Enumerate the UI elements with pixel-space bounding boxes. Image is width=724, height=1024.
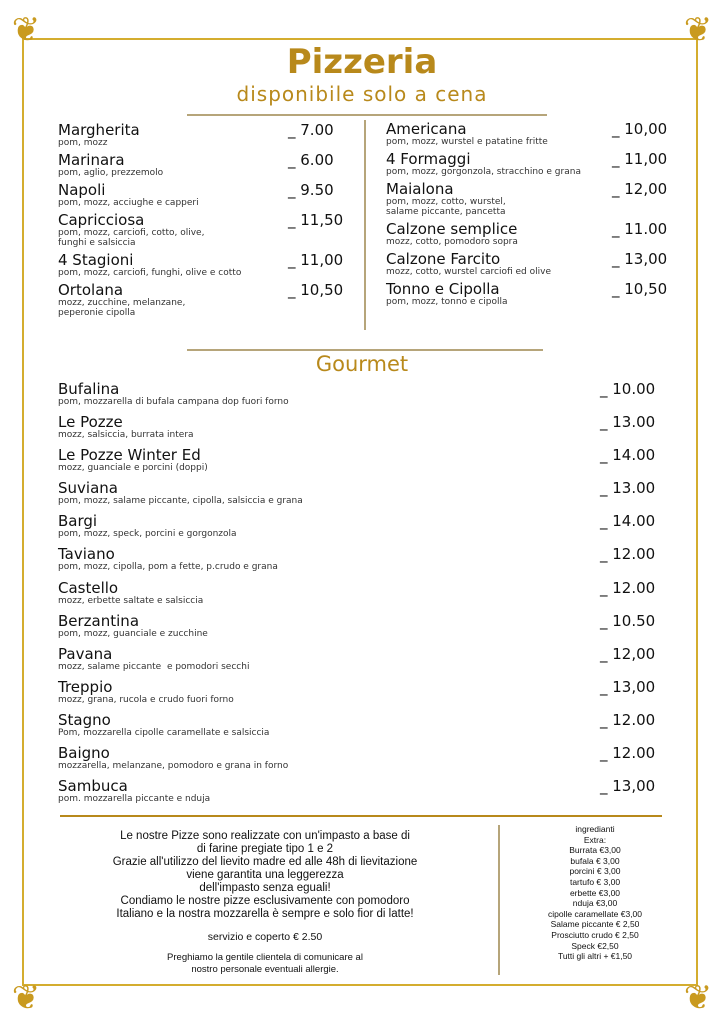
extra-item: Burrata €3,00 — [569, 845, 621, 856]
extra-item: tartufo € 3,00 — [569, 876, 621, 887]
extra-item: erbette €3,00 — [569, 887, 621, 898]
item-description: mozz, cotto, pomodoro sopra — [386, 237, 518, 247]
item-name: Tonno e Cipolla — [386, 280, 500, 298]
menu-item — [58, 447, 678, 476]
menu-item — [386, 281, 686, 307]
item-price: _ 11,50 — [288, 211, 344, 229]
item-price: _ 14.00 — [600, 512, 656, 531]
item-price: _ 9.50 — [288, 181, 334, 199]
item-description: mozzarella, melanzane, pomodoro e grana in forno — [58, 761, 289, 772]
item-description: pom. mozzarella piccante e nduja — [58, 794, 211, 805]
menu-item — [58, 122, 358, 148]
item-name: Margherita — [58, 121, 140, 139]
menu-item — [386, 121, 686, 147]
allergy-line: nostro personale eventuali allergie. — [191, 964, 339, 975]
item-price: _ 13.00 — [600, 479, 656, 498]
item-name: Bargi — [58, 512, 98, 531]
item-price: _ 11.00 — [612, 220, 668, 238]
divider — [60, 815, 662, 817]
item-price: _ 10,50 — [612, 280, 668, 298]
item-price: _ 10.50 — [600, 611, 656, 630]
item-description: mozz, salame piccante e pomodori secchi — [58, 661, 250, 672]
gourmet-heading: Gourmet — [315, 352, 409, 376]
item-description: mozz, zucchine, melanzane, peperonie cipolla — [58, 298, 186, 318]
item-name: Calzone semplice — [386, 220, 518, 238]
column-divider — [498, 825, 500, 975]
item-name: Taviano — [58, 545, 115, 564]
menu-item — [58, 480, 678, 509]
item-name: 4 Stagioni — [58, 251, 134, 269]
item-name: Napoli — [58, 181, 106, 199]
item-description: pom, mozz, salame piccante, cipolla, salsiccia e grana — [58, 496, 303, 507]
item-description: mozz, cotto, wurstel carciofi ed olive — [386, 267, 551, 277]
item-description: pom, mozz, speck, porcini e gorgonzola — [58, 529, 237, 540]
item-name: Stagno — [58, 710, 111, 729]
item-name: Treppio — [58, 677, 113, 696]
item-name: Sambuca — [58, 777, 128, 796]
menu-item — [58, 580, 678, 609]
menu-item — [58, 778, 678, 807]
footer-line: dell'impasto senza eguali! — [199, 882, 331, 894]
item-description: pom, mozz, cipolla, pom a fette, p.crudo e grana — [58, 562, 278, 573]
item-price: _ 12.00 — [600, 744, 656, 763]
item-price: _ 11,00 — [288, 251, 344, 269]
item-name: Ortolana — [58, 281, 124, 299]
footer-line: Le nostre Pizze sono realizzate con un'impasto a base di — [120, 830, 410, 842]
corner-ornament-icon: ❦ — [11, 10, 41, 50]
extra-item: Speck €2,50 — [571, 940, 619, 951]
item-name: Calzone Farcito — [386, 250, 501, 268]
page-subtitle: disponibile solo a cena — [236, 82, 488, 106]
extra-item: Extra: — [583, 834, 607, 845]
item-price: _ 13,00 — [600, 777, 656, 796]
item-name: Le Pozze — [58, 413, 123, 432]
item-name: Maialona — [386, 180, 454, 198]
menu-item — [58, 745, 678, 774]
item-name: Le Pozze Winter Ed — [58, 446, 201, 465]
item-name: Americana — [386, 120, 467, 138]
footer-line: Grazie all'utilizzo del lievito madre ed alle 48h di lievitazione — [112, 856, 418, 868]
divider — [187, 114, 547, 116]
menu-item — [58, 212, 358, 248]
classic-left-list — [58, 122, 358, 322]
item-description: pom, mozz, carciofi, funghi, olive e cotto — [58, 268, 242, 278]
menu-item — [386, 181, 686, 217]
item-price: _ 12,00 — [600, 644, 656, 663]
item-description: pom, aglio, prezzemolo — [58, 168, 164, 178]
footer-notes — [60, 830, 470, 976]
menu-item — [386, 251, 686, 277]
extras-list — [510, 824, 680, 962]
item-description: pom, mozz, gorgonzola, stracchino e grana — [386, 167, 581, 177]
item-price: _ 12.00 — [600, 545, 656, 564]
item-description: pom, mozz, guanciale e zucchine — [58, 628, 208, 639]
item-description: pom, mozz, wurstel e patatine fritte — [386, 137, 548, 147]
item-description: pom, mozzarella di bufala campana dop fuori forno — [58, 397, 289, 407]
menu-item — [58, 282, 358, 318]
extra-item: bufala € 3,00 — [570, 855, 620, 866]
item-description: mozz, salsiccia, burrata intera — [58, 430, 194, 441]
allergy-line: Preghiamo la gentile clientela di comunicare al — [167, 952, 363, 963]
item-name: Capricciosa — [58, 211, 145, 229]
item-name: Baigno — [58, 744, 110, 763]
corner-ornament-icon: ❦ — [11, 978, 41, 1018]
footer-line: Italiano e la nostra mozzarella è sempre e solo fior di latte! — [116, 908, 414, 920]
item-name: Berzantina — [58, 611, 140, 630]
item-price: _ 13.00 — [600, 413, 656, 432]
item-price: _ 14.00 — [600, 446, 656, 465]
item-name: Marinara — [58, 151, 125, 169]
extra-item: ingredianti — [575, 824, 615, 834]
page-title: Pizzeria — [286, 42, 438, 82]
service-charge: servizio e coperto € 2.50 — [207, 931, 323, 943]
menu-item — [386, 221, 686, 247]
menu-item — [386, 151, 686, 177]
classic-right-list — [386, 121, 686, 311]
item-description: mozz, guanciale e porcini (doppi) — [58, 463, 208, 474]
item-price: _ 10,50 — [288, 281, 344, 299]
item-price: _ 11,00 — [612, 150, 668, 168]
item-description: pom, mozz, carciofi, cotto, olive, funghi e salsiccia — [58, 228, 205, 248]
item-price: _ 10.00 — [600, 380, 656, 398]
corner-ornament-icon: ❦ — [683, 978, 713, 1018]
menu-item — [58, 381, 678, 410]
menu-item — [58, 252, 358, 278]
menu-item — [58, 679, 678, 708]
item-price: _ 12,00 — [612, 180, 668, 198]
extra-item: porcini € 3,00 — [569, 866, 621, 877]
item-description: mozz, erbette saltate e salsiccia — [58, 595, 204, 606]
extra-item: Salame piccante € 2,50 — [550, 919, 640, 930]
menu-item — [58, 513, 678, 542]
extra-item: nduja €3,00 — [572, 898, 618, 909]
item-description: pom, mozz, acciughe e capperi — [58, 198, 199, 208]
gourmet-list — [58, 381, 678, 811]
item-price: _ 6.00 — [288, 151, 334, 169]
menu-item — [58, 414, 678, 443]
footer-line: di farine pregiate tipo 1 e 2 — [196, 843, 334, 855]
item-name: Bufalina — [58, 380, 120, 398]
item-description: pom, mozz — [58, 138, 108, 148]
item-price: _ 7.00 — [288, 121, 334, 139]
menu-item — [58, 546, 678, 575]
footer-line: Condiamo le nostre pizze esclusivamente con pomodoro — [120, 895, 410, 907]
menu-item — [58, 182, 358, 208]
footer-line: viene garantita una leggerezza — [186, 869, 344, 881]
item-price: _ 12.00 — [600, 710, 656, 729]
item-price: _ 10,00 — [612, 120, 668, 138]
extra-item: Prosciutto crudo € 2,50 — [551, 929, 639, 940]
menu-item — [58, 646, 678, 675]
corner-ornament-icon: ❦ — [683, 10, 713, 50]
item-description: Pom, mozzarella cipolle caramellate e salsiccia — [58, 727, 270, 738]
item-name: Pavana — [58, 644, 113, 663]
item-description: pom, mozz, cotto, wurstel, salame piccante, pancetta — [386, 197, 506, 217]
item-description: pom, mozz, tonno e cipolla — [386, 297, 508, 307]
item-description: mozz, grana, rucola e crudo fuori forno — [58, 694, 234, 705]
item-name: Castello — [58, 578, 119, 597]
extra-item: cipolle caramellate €3,00 — [547, 908, 643, 919]
menu-item — [58, 613, 678, 642]
item-name: Suviana — [58, 479, 118, 498]
allergy-note — [60, 952, 470, 976]
item-name: 4 Formaggi — [386, 150, 471, 168]
extra-item: Tutti gli altri + €1,50 — [557, 951, 633, 962]
item-price: _ 12.00 — [600, 578, 656, 597]
item-price: _ 13,00 — [600, 677, 656, 696]
item-price: _ 13,00 — [612, 250, 668, 268]
column-divider — [364, 120, 366, 330]
divider — [187, 349, 543, 351]
menu-item — [58, 152, 358, 178]
menu-item — [58, 712, 678, 741]
